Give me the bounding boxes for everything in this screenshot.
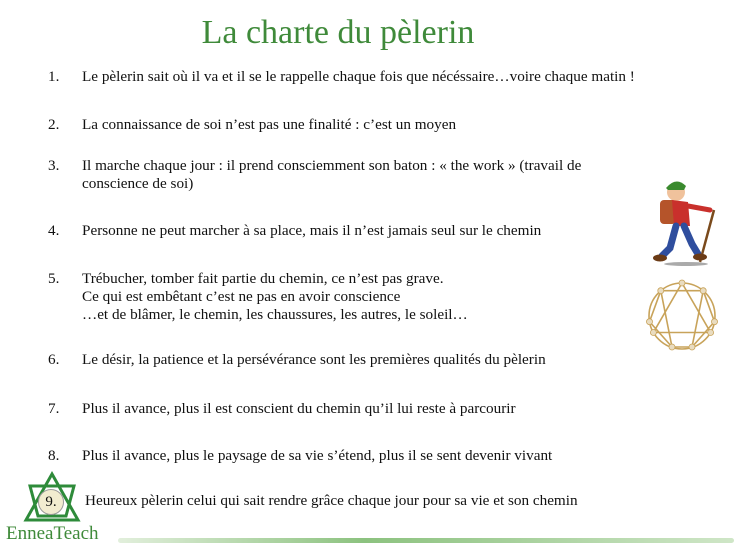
item-text: Le désir, la patience et la persévérance sont les premières qualités du pèlerin <box>82 351 546 368</box>
list-item-text: Heureux pèlerin celui qui sait rendre grâce chaque jour pour sa vie et son chemin <box>85 492 578 509</box>
item-text: Le pèlerin sait où il va et il se le rappelle chaque fois que nécéssaire…voire chaque matin ! <box>82 68 635 85</box>
item-text: Trébucher, tomber fait partie du chemin, ce n’est pas grave. <box>82 270 444 287</box>
decorative-divider <box>118 538 734 543</box>
item-number: 3. <box>48 157 60 174</box>
hiker-illustration <box>648 178 728 268</box>
item-number: 7. <box>48 400 60 417</box>
item-text: La connaissance de soi n’est pas une finalité : c’est un moyen <box>82 116 457 133</box>
item-number-badge: 9. <box>38 489 64 515</box>
enneagram-symbol-icon <box>641 275 723 357</box>
item-text: …et de blâmer, le chemin, les chaussures, les autres, le soleil… <box>82 306 468 323</box>
item-number: 1. <box>48 68 60 85</box>
item-number: 8. <box>48 447 60 464</box>
item-number: 4. <box>48 222 60 239</box>
page-title: La charte du pèlerin <box>201 14 475 51</box>
item-number: 5. <box>48 270 60 287</box>
item-text: conscience de soi) <box>82 175 194 192</box>
brand-name: EnneaTeach <box>6 523 99 544</box>
item-number: 6. <box>48 351 60 368</box>
item-text: Plus il avance, plus il est conscient du chemin qu’il lui reste à parcourir <box>82 400 516 417</box>
item-text: Il marche chaque jour : il prend consciemment son baton : « the work » (travail de <box>82 157 582 174</box>
item-text: Ce qui est embêtant c’est ne pas en avoir conscience <box>82 288 401 305</box>
item-number: 2. <box>48 116 60 133</box>
item-text: Personne ne peut marcher à sa place, mais il n’est jamais seul sur le chemin <box>82 222 542 239</box>
item-text: Plus il avance, plus le paysage de sa vie s’étend, plus il se sent devenir vivant <box>82 447 553 464</box>
